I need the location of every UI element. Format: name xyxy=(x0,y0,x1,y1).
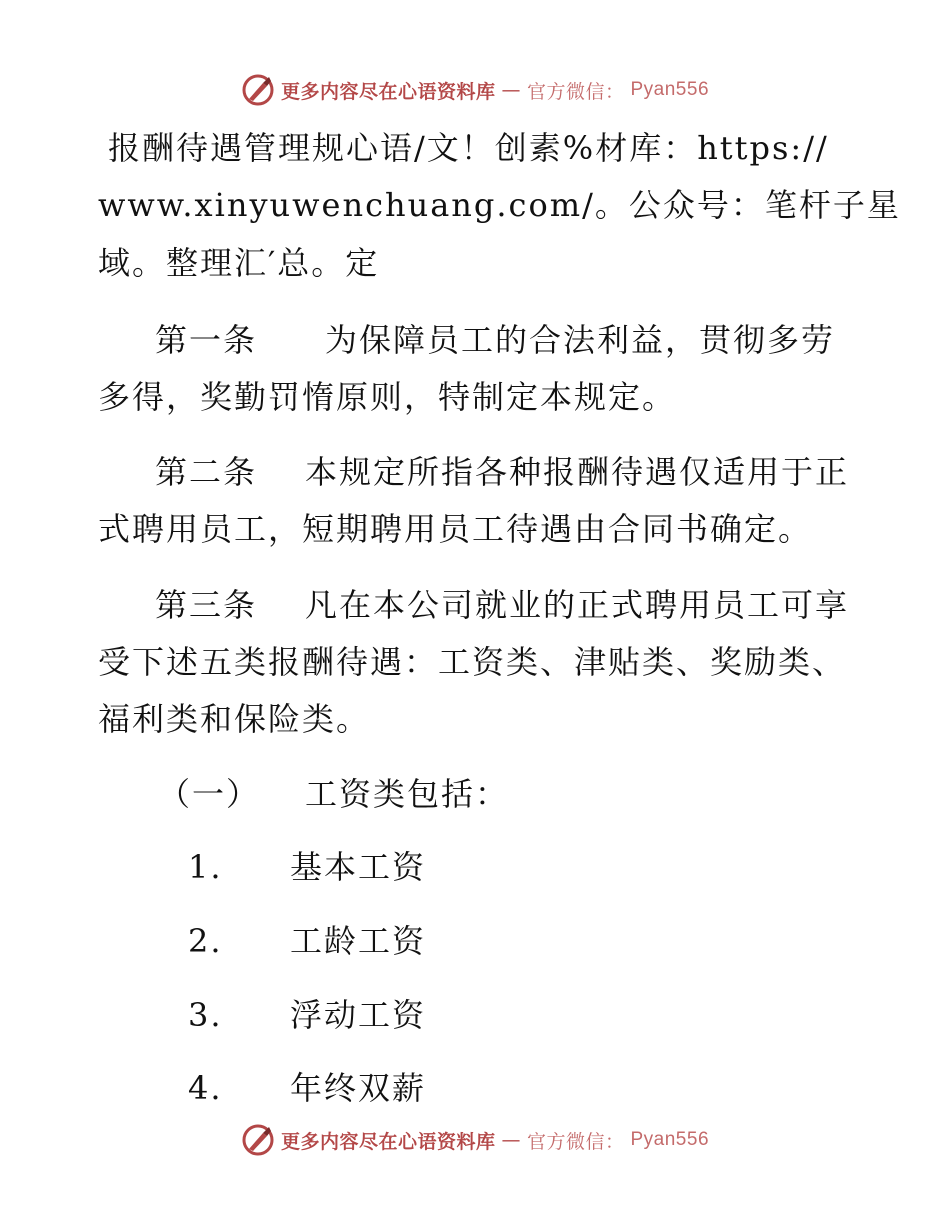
list-item: 年终双薪 xyxy=(290,1069,427,1107)
article-3-line-3: 福利类和保险类。 xyxy=(98,700,371,738)
list-item-number: 4. xyxy=(188,1069,223,1107)
watermark-main-text: 更多内容尽在心语资料库 xyxy=(280,80,496,103)
watermark-sub-text: 官方微信： xyxy=(526,1130,625,1153)
watermark-wechat-id: Pyan556 xyxy=(630,1129,710,1150)
article-2-line-1: 本规定所指各种报酬待遇仅适用于正 xyxy=(305,453,850,491)
section-title: 工资类包括： xyxy=(305,775,510,813)
watermark-separator: — xyxy=(501,1129,521,1151)
article-1-line-2: 多得，奖勤罚惰原则，特制定本规定。 xyxy=(98,378,677,416)
list-item-number: 1. xyxy=(188,848,223,886)
article-3-line-1: 凡在本公司就业的正式聘用员工可享 xyxy=(305,586,850,624)
section-label: （一） xyxy=(158,775,261,813)
watermark-separator: — xyxy=(501,79,521,101)
article-2-line-2: 式聘用员工，短期聘用员工待遇由合同书确定。 xyxy=(98,510,813,548)
footer-watermark xyxy=(0,1120,950,1160)
article-2-label: 第二条 xyxy=(155,453,258,491)
article-3-line-2: 受下述五类报酬待遇：工资类、津贴类、奖励类、 xyxy=(98,643,847,681)
article-1-line-1: 为保障员工的合法利益，贯彻多劳 xyxy=(325,321,836,359)
watermark-main-text: 更多内容尽在心语资料库 xyxy=(280,1130,496,1153)
intro-line-3: 域。整理汇′总。定 xyxy=(98,244,380,282)
quill-seal-icon xyxy=(241,1123,275,1157)
watermark-sub-text: 官方微信： xyxy=(526,80,625,103)
list-item: 基本工资 xyxy=(290,848,427,886)
intro-line-1: 报酬待遇管理规心语/文！创素%材库：https:// xyxy=(108,129,829,167)
article-1-label: 第一条 xyxy=(155,321,258,359)
list-item: 浮动工资 xyxy=(290,996,427,1034)
intro-line-2: www.xinyuwenchuang.com/。公众号：笔杆子星 xyxy=(98,186,901,224)
quill-seal-icon xyxy=(241,73,275,107)
article-3-label: 第三条 xyxy=(155,586,258,624)
list-item-number: 2. xyxy=(188,922,223,960)
header-watermark xyxy=(0,70,950,110)
list-item-number: 3. xyxy=(188,996,223,1034)
watermark-wechat-id: Pyan556 xyxy=(630,79,710,100)
list-item: 工龄工资 xyxy=(290,922,427,960)
